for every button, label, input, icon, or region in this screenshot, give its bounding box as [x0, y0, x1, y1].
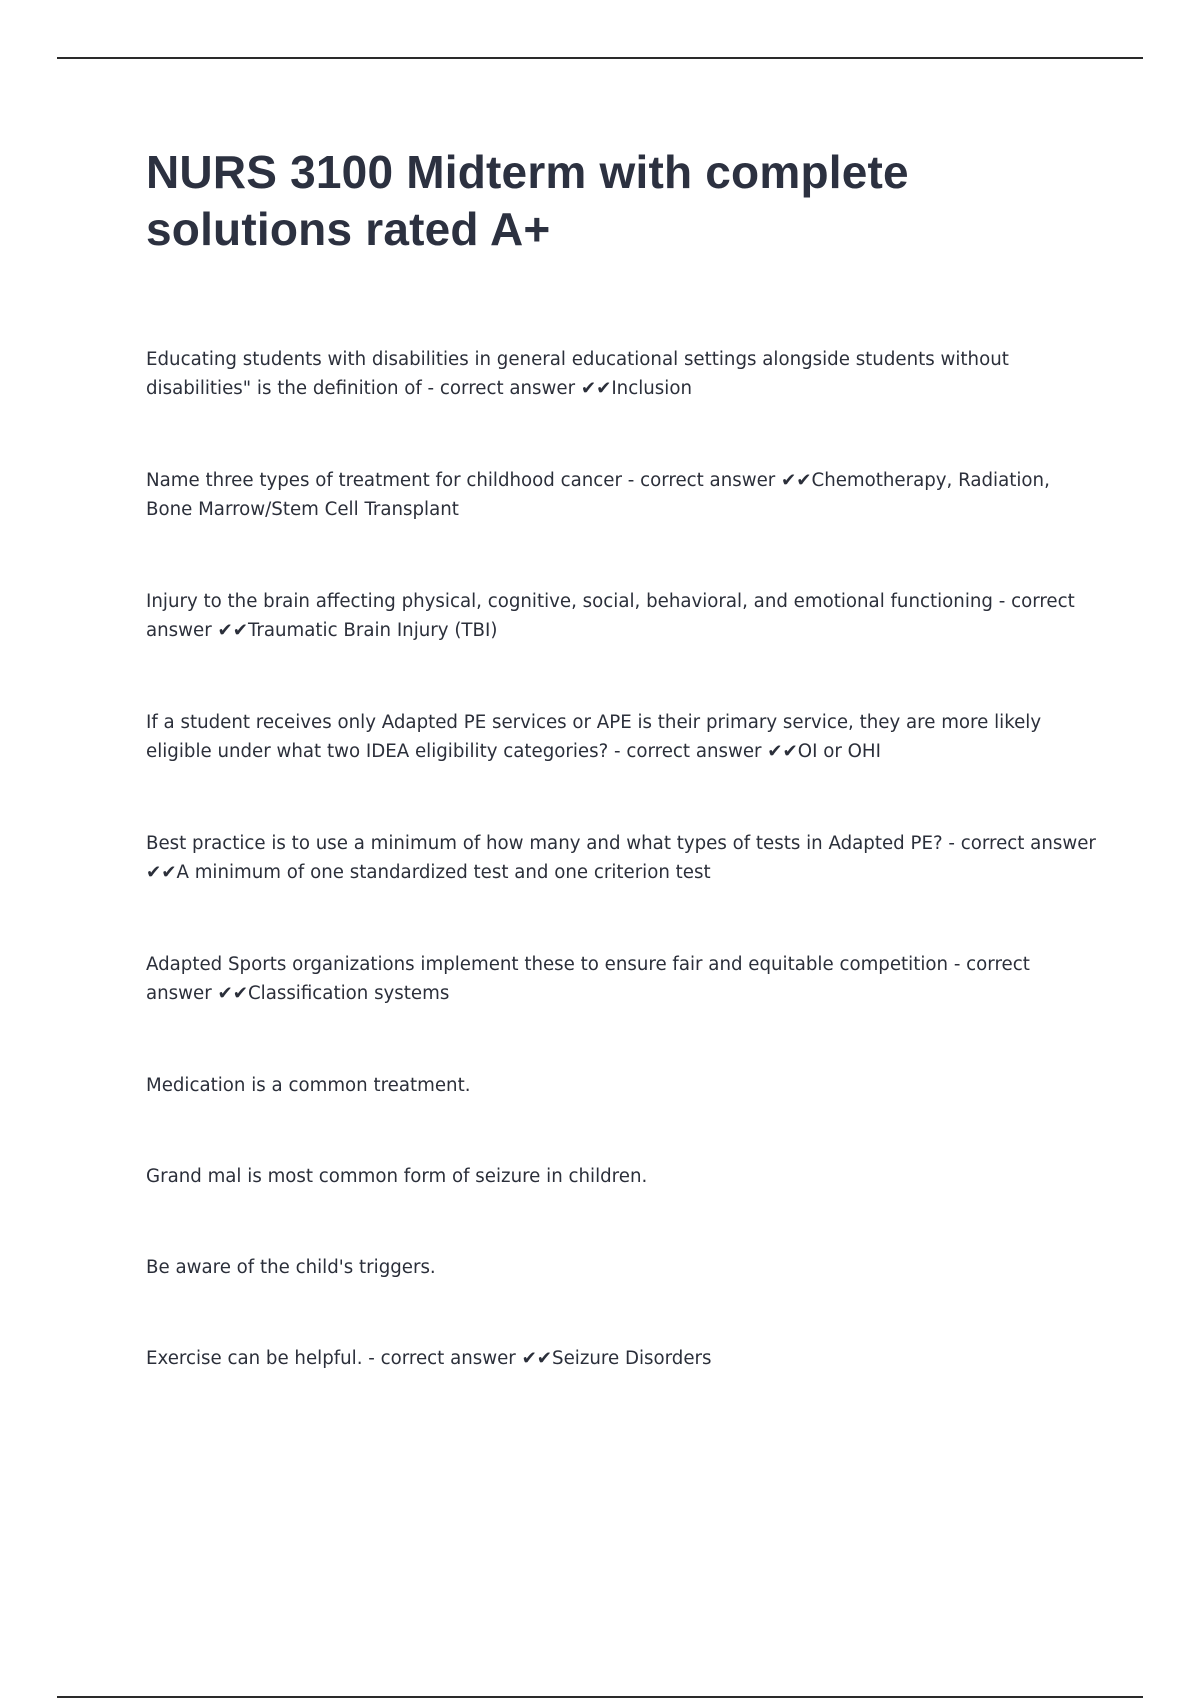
qa-item-9: [146, 1253, 1096, 1344]
qa-item-6: [146, 950, 1096, 1071]
qa-item-7: [146, 1071, 1096, 1162]
qa-list: [146, 345, 1096, 1435]
qa-item-1: [146, 345, 1096, 466]
top-rule: [57, 57, 1143, 59]
qa-item-text: Grand mal is most common form of seizure in children.: [146, 1166, 648, 1187]
qa-item-2: [146, 466, 1096, 587]
bottom-rule: [57, 1696, 1143, 1698]
qa-item-3: [146, 587, 1096, 708]
qa-item-text: If a student receives only Adapted PE services or APE is their primary service, they are more likely eligible under what two IDEA eligibility categories? - correct answer ✔✔OI or OHI: [146, 712, 1042, 762]
qa-item-text: Adapted Sports organizations implement these to ensure fair and equitable competition - correct answer ✔✔Classification systems: [146, 954, 1030, 1004]
qa-item-10: [146, 1344, 1096, 1435]
qa-item-5: [146, 829, 1096, 950]
qa-item-text: Best practice is to use a minimum of how many and what types of tests in Adapted PE? - correct answer ✔✔A minimum of one standardized test and one criterion test: [146, 833, 1096, 883]
qa-item-text: Educating students with disabilities in general educational settings alongside students without disabilities" is the definition of - correct answer ✔✔Inclusion: [146, 349, 1009, 399]
page-title: NURS 3100 Midterm with complete solutions rated A+: [146, 146, 909, 255]
qa-item-text: Medication is a common treatment.: [146, 1075, 471, 1096]
qa-item-text: Injury to the brain affecting physical, cognitive, social, behavioral, and emotional functioning - correct answer ✔✔Traumatic Brain Injury (TBI): [146, 591, 1075, 641]
qa-item-text: Be aware of the child's triggers.: [146, 1257, 436, 1278]
qa-item-text: Name three types of treatment for childhood cancer - correct answer ✔✔Chemotherapy, Radiation, Bone Marrow/Stem Cell Transplant: [146, 470, 1050, 520]
qa-item-8: [146, 1162, 1096, 1253]
qa-item-4: [146, 708, 1096, 829]
qa-item-text: Exercise can be helpful. - correct answer ✔✔Seizure Disorders: [146, 1348, 712, 1369]
